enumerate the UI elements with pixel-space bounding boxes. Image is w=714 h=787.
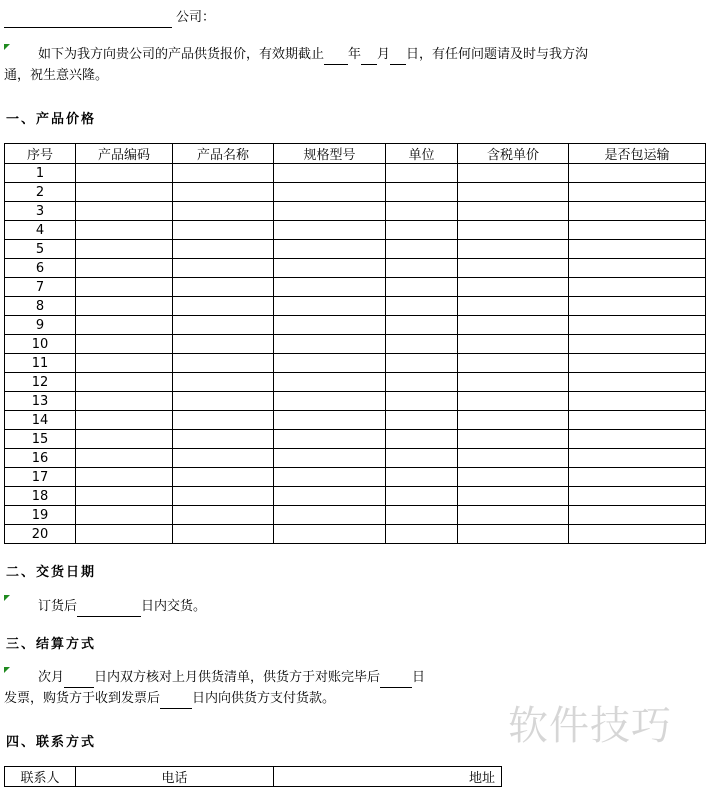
table-cell[interactable] xyxy=(458,411,569,430)
table-cell[interactable] xyxy=(76,373,173,392)
table-row xyxy=(5,259,706,278)
row-number: 18 xyxy=(5,487,76,506)
month-blank[interactable] xyxy=(361,51,377,65)
table-cell[interactable] xyxy=(458,506,569,525)
table-cell[interactable] xyxy=(458,354,569,373)
settlement-text-3: 日 xyxy=(412,670,426,685)
contact-table-header xyxy=(5,767,502,787)
row-number: 10 xyxy=(5,335,76,354)
table-row xyxy=(5,221,706,240)
table-row xyxy=(5,183,706,202)
table-cell[interactable] xyxy=(458,316,569,335)
table-cell[interactable] xyxy=(569,449,706,468)
table-cell[interactable] xyxy=(569,202,706,221)
price-table xyxy=(4,143,706,544)
settlement-blank-1[interactable] xyxy=(64,674,94,688)
table-cell[interactable] xyxy=(173,221,274,240)
table-row xyxy=(5,316,706,335)
col-header-spec: 规格型号 xyxy=(274,144,386,164)
table-cell[interactable] xyxy=(76,259,173,278)
row-number: 7 xyxy=(5,278,76,297)
table-cell[interactable] xyxy=(274,164,386,183)
table-cell[interactable] xyxy=(173,278,274,297)
table-cell[interactable] xyxy=(458,259,569,278)
table-cell[interactable] xyxy=(569,240,706,259)
intro-year: 年 xyxy=(348,47,362,62)
table-cell[interactable] xyxy=(274,373,386,392)
company-suffix: 公司： xyxy=(176,10,216,25)
table-cell[interactable] xyxy=(386,240,458,259)
table-cell[interactable] xyxy=(386,411,458,430)
table-cell[interactable] xyxy=(274,487,386,506)
table-cell[interactable] xyxy=(76,183,173,202)
section-2-title: 二、交货日期 xyxy=(6,565,97,580)
row-number: 3 xyxy=(5,202,76,221)
row-number: 19 xyxy=(5,506,76,525)
table-cell[interactable] xyxy=(458,373,569,392)
paragraph-mark-icon xyxy=(4,595,10,601)
table-cell[interactable] xyxy=(386,297,458,316)
table-cell[interactable] xyxy=(173,411,274,430)
table-cell[interactable] xyxy=(386,392,458,411)
row-number: 16 xyxy=(5,449,76,468)
table-cell[interactable] xyxy=(569,354,706,373)
table-cell[interactable] xyxy=(173,354,274,373)
row-number: 9 xyxy=(5,316,76,335)
table-cell[interactable] xyxy=(274,316,386,335)
intro-text-1: 如下为我方向贵公司的产品供货报价，有效期截止 xyxy=(38,47,325,62)
table-cell[interactable] xyxy=(274,335,386,354)
table-cell[interactable] xyxy=(76,468,173,487)
table-cell[interactable] xyxy=(173,468,274,487)
table-cell[interactable] xyxy=(569,278,706,297)
table-row xyxy=(5,297,706,316)
table-cell[interactable] xyxy=(274,525,386,544)
table-row xyxy=(5,240,706,259)
row-number: 6 xyxy=(5,259,76,278)
table-cell[interactable] xyxy=(386,487,458,506)
section-4-title: 四、联系方式 xyxy=(6,735,97,750)
table-cell[interactable] xyxy=(386,354,458,373)
row-number: 11 xyxy=(5,354,76,373)
table-row xyxy=(5,278,706,297)
table-cell[interactable] xyxy=(569,525,706,544)
table-cell[interactable] xyxy=(173,487,274,506)
col-header-code: 产品编码 xyxy=(76,144,173,164)
table-row xyxy=(5,392,706,411)
table-cell[interactable] xyxy=(274,430,386,449)
table-row xyxy=(5,506,706,525)
table-cell[interactable] xyxy=(569,221,706,240)
table-cell[interactable] xyxy=(569,487,706,506)
table-row xyxy=(5,411,706,430)
table-cell[interactable] xyxy=(173,202,274,221)
table-cell[interactable] xyxy=(386,259,458,278)
table-cell[interactable] xyxy=(458,278,569,297)
table-cell[interactable] xyxy=(386,430,458,449)
table-cell[interactable] xyxy=(569,335,706,354)
table-row xyxy=(5,449,706,468)
table-cell[interactable] xyxy=(173,525,274,544)
row-number: 1 xyxy=(5,164,76,183)
table-cell[interactable] xyxy=(173,240,274,259)
table-cell[interactable] xyxy=(458,392,569,411)
table-cell[interactable] xyxy=(76,411,173,430)
table-cell[interactable] xyxy=(569,259,706,278)
table-cell[interactable] xyxy=(76,202,173,221)
contact-col-person: 联系人 xyxy=(5,767,76,787)
table-cell[interactable] xyxy=(274,411,386,430)
row-number: 4 xyxy=(5,221,76,240)
settlement-paragraph xyxy=(4,667,425,709)
price-table-body xyxy=(5,164,706,544)
table-cell[interactable] xyxy=(569,430,706,449)
day-blank[interactable] xyxy=(390,51,406,65)
table-cell[interactable] xyxy=(173,183,274,202)
table-cell[interactable] xyxy=(76,297,173,316)
table-cell[interactable] xyxy=(76,392,173,411)
table-cell[interactable] xyxy=(569,392,706,411)
table-cell[interactable] xyxy=(173,506,274,525)
row-number: 8 xyxy=(5,297,76,316)
settlement-text-5: 日内向供货方支付货款。 xyxy=(192,691,336,706)
table-cell[interactable] xyxy=(173,316,274,335)
table-cell[interactable] xyxy=(458,164,569,183)
table-cell[interactable] xyxy=(76,278,173,297)
table-cell[interactable] xyxy=(274,202,386,221)
table-cell[interactable] xyxy=(569,164,706,183)
watermark: 软件技巧 xyxy=(508,703,672,749)
table-cell[interactable] xyxy=(274,278,386,297)
settlement-text-2: 日内双方核对上月供货清单，供货方于对账完毕后 xyxy=(94,670,381,685)
table-cell[interactable] xyxy=(569,506,706,525)
table-cell[interactable] xyxy=(76,316,173,335)
contact-col-address: 地址 xyxy=(274,767,502,787)
table-cell[interactable] xyxy=(274,354,386,373)
table-cell[interactable] xyxy=(173,392,274,411)
year-blank[interactable] xyxy=(324,51,348,65)
table-cell[interactable] xyxy=(386,202,458,221)
col-header-no: 序号 xyxy=(5,144,76,164)
table-cell[interactable] xyxy=(458,221,569,240)
delivery-text-after: 日内交货。 xyxy=(141,599,207,614)
table-cell[interactable] xyxy=(76,354,173,373)
table-cell[interactable] xyxy=(386,278,458,297)
intro-day: 日，有任何问题请及时与我方沟 xyxy=(406,47,589,62)
intro-line-2: 通，祝生意兴隆。 xyxy=(4,68,109,83)
table-cell[interactable] xyxy=(76,164,173,183)
table-row xyxy=(5,487,706,506)
settlement-blank-3[interactable] xyxy=(160,695,192,709)
table-cell[interactable] xyxy=(458,335,569,354)
table-cell[interactable] xyxy=(458,430,569,449)
table-cell[interactable] xyxy=(458,202,569,221)
table-cell[interactable] xyxy=(173,430,274,449)
contact-col-phone: 电话 xyxy=(76,767,274,787)
table-cell[interactable] xyxy=(386,316,458,335)
table-cell[interactable] xyxy=(458,487,569,506)
table-cell[interactable] xyxy=(173,259,274,278)
settlement-text-4: 发票，购货方于收到发票后 xyxy=(4,691,161,706)
table-cell[interactable] xyxy=(274,240,386,259)
settlement-blank-2[interactable] xyxy=(380,674,412,688)
table-cell[interactable] xyxy=(274,183,386,202)
table-cell[interactable] xyxy=(274,468,386,487)
table-row xyxy=(5,335,706,354)
row-number: 5 xyxy=(5,240,76,259)
table-cell[interactable] xyxy=(274,259,386,278)
table-cell[interactable] xyxy=(386,183,458,202)
table-cell[interactable] xyxy=(76,335,173,354)
row-number: 2 xyxy=(5,183,76,202)
delivery-paragraph xyxy=(38,596,206,617)
table-cell[interactable] xyxy=(458,525,569,544)
settlement-text-1: 次月 xyxy=(38,670,65,685)
table-row xyxy=(5,373,706,392)
table-cell[interactable] xyxy=(386,449,458,468)
row-number: 17 xyxy=(5,468,76,487)
section-1-title: 一、产品价格 xyxy=(6,112,97,127)
table-cell[interactable] xyxy=(76,506,173,525)
intro-month: 月 xyxy=(377,47,391,62)
table-cell[interactable] xyxy=(274,449,386,468)
col-header-unit: 单位 xyxy=(386,144,458,164)
row-number: 14 xyxy=(5,411,76,430)
table-cell[interactable] xyxy=(76,449,173,468)
table-cell[interactable] xyxy=(458,449,569,468)
table-cell[interactable] xyxy=(173,335,274,354)
company-line xyxy=(4,8,215,28)
table-cell[interactable] xyxy=(274,506,386,525)
table-cell[interactable] xyxy=(173,164,274,183)
table-cell[interactable] xyxy=(386,373,458,392)
table-cell[interactable] xyxy=(386,468,458,487)
table-cell[interactable] xyxy=(76,240,173,259)
table-row xyxy=(5,354,706,373)
table-cell[interactable] xyxy=(274,221,386,240)
table-cell[interactable] xyxy=(173,373,274,392)
table-cell[interactable] xyxy=(458,468,569,487)
table-cell[interactable] xyxy=(569,373,706,392)
table-cell[interactable] xyxy=(76,525,173,544)
table-cell[interactable] xyxy=(386,506,458,525)
table-cell[interactable] xyxy=(386,164,458,183)
delivery-text-before: 订货后 xyxy=(38,599,78,614)
table-cell[interactable] xyxy=(173,297,274,316)
table-row xyxy=(5,202,706,221)
col-header-shipping: 是否包运输 xyxy=(569,144,706,164)
table-cell[interactable] xyxy=(458,240,569,259)
table-row xyxy=(5,430,706,449)
delivery-days-blank[interactable] xyxy=(77,603,141,617)
table-cell[interactable] xyxy=(569,183,706,202)
table-row xyxy=(5,468,706,487)
price-table-header xyxy=(5,144,706,164)
table-cell[interactable] xyxy=(569,316,706,335)
intro-paragraph xyxy=(4,44,710,86)
table-cell[interactable] xyxy=(569,411,706,430)
row-number: 20 xyxy=(5,525,76,544)
row-number: 15 xyxy=(5,430,76,449)
table-cell[interactable] xyxy=(274,297,386,316)
table-cell[interactable] xyxy=(569,468,706,487)
table-cell[interactable] xyxy=(386,221,458,240)
table-cell[interactable] xyxy=(76,487,173,506)
table-row xyxy=(5,525,706,544)
table-cell[interactable] xyxy=(76,430,173,449)
col-header-price: 含税单价 xyxy=(458,144,569,164)
table-cell[interactable] xyxy=(458,183,569,202)
table-row xyxy=(5,164,706,183)
table-cell[interactable] xyxy=(458,297,569,316)
table-cell[interactable] xyxy=(386,525,458,544)
table-cell[interactable] xyxy=(173,449,274,468)
table-cell[interactable] xyxy=(386,335,458,354)
contact-table xyxy=(4,766,502,787)
table-cell[interactable] xyxy=(274,392,386,411)
row-number: 12 xyxy=(5,373,76,392)
col-header-name: 产品名称 xyxy=(173,144,274,164)
table-cell[interactable] xyxy=(76,221,173,240)
company-name-blank[interactable] xyxy=(4,13,172,28)
row-number: 13 xyxy=(5,392,76,411)
section-3-title: 三、结算方式 xyxy=(6,637,97,652)
table-cell[interactable] xyxy=(569,297,706,316)
